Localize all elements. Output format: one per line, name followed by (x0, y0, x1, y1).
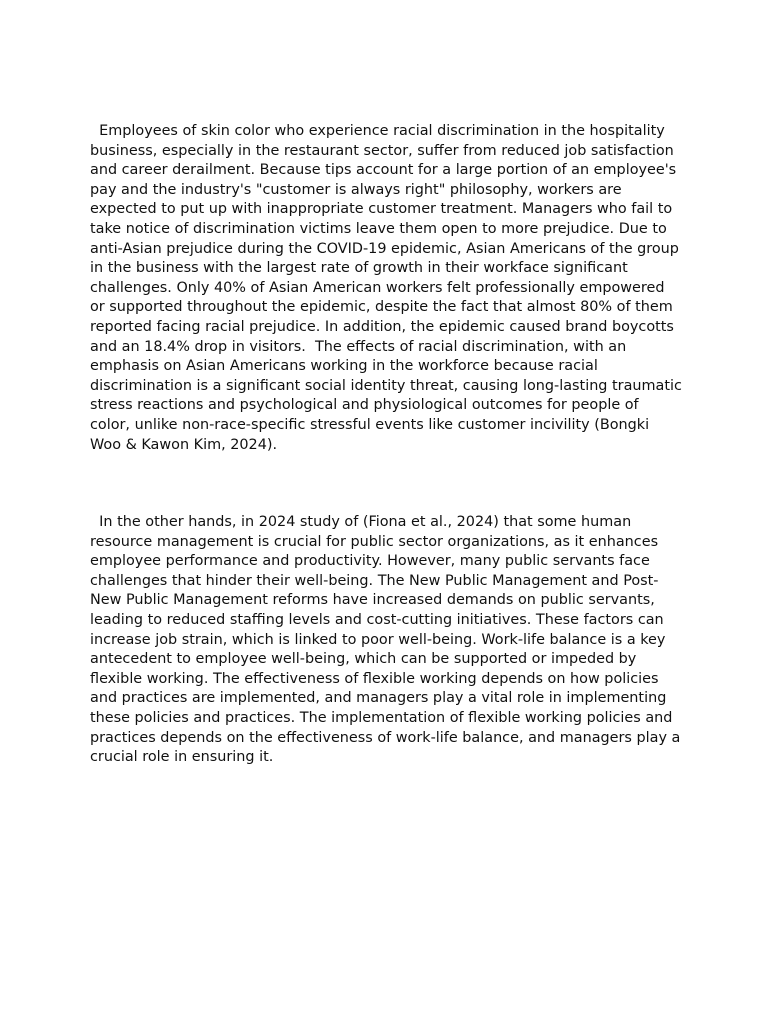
body-paragraph-1: Employees of skin color who experience racial discrimination in the hospitality business, especially in the restaurant sector, suffer from reduced job satisfaction and career derailment. Because tips account for a large portion of an employee's pay and the industry's "customer is always right" philosophy, workers are expected to put up with inappropriate customer treatment. Managers who fail to take notice of discrimination victims leave them open to more prejudice. Due to anti-Asian prejudice during the COVID-19 epidemic, Asian Americans of the group in the business with the largest rate of growth in their workface significant challenges. Only 40% of Asian American workers felt professionally empowered or supported throughout the epidemic, despite the fact that almost 80% of them reported facing racial prejudice. In addition, the epidemic caused brand boycotts and an 18.4% drop in visitors. The effects of racial discrimination, with an emphasis on Asian Americans working in the workforce because racial discrimination is a significant social identity threat, causing long-lasting traumatic stress reactions and psychological and physiological outcomes for people of color, unlike non-race-specific stressful events like customer incivility (Bongki Woo & Kawon Kim, 2024). (90, 123, 687, 453)
body-paragraph-2: In the other hands, in 2024 study of (Fiona et al., 2024) that some human resource management is crucial for public sector organizations, as it enhances employee performance and productivity. However, many public servants face challenges that hinder their well-being. The New Public Management and Post-New Public Management reforms have increased demands on public servants, leading to reduced staffing levels and cost-cutting initiatives. These factors can increase job strain, which is linked to poor well-being. Work-life balance is a key antecedent to employee well-being, which can be supported or impeded by flexible working. The effectiveness of flexible working depends on how policies and practices are implemented, and managers play a vital role in implementing these policies and practices. The implementation of flexible working policies and practices depends on the effectiveness of work-life balance, and managers play a crucial role in ensuring it. (90, 514, 685, 766)
